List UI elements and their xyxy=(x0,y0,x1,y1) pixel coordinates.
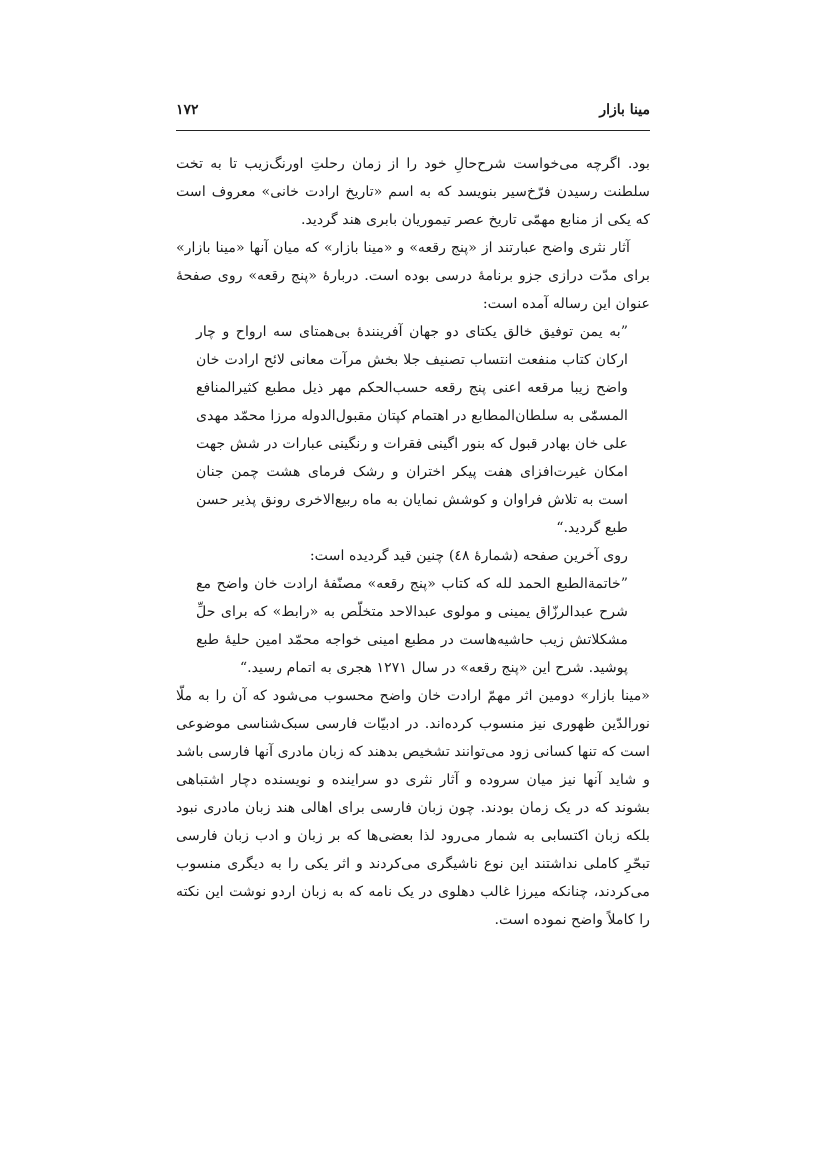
body-text xyxy=(176,150,650,934)
page-number: ۱۷۲ xyxy=(176,102,199,118)
header-rule xyxy=(176,130,650,131)
note-line: روی آخرین صفحه (شمارهٔ ٤٨) چنین قید گردیده است: xyxy=(309,548,628,564)
paragraph-2: آثار نثری واضح عبارتند از «پنج رقعه» و «مینا بازار» که میان آنها «مینا بازار» برای مدّت درازی جزو برنامهٔ درسی بوده است. دربارهٔ «پنج رقعه» روی صفحهٔ عنوان این رساله آمده است: xyxy=(176,240,650,312)
block-quote-2: ”خاتمةالطبع الحمد لله که کتاب «پنج رقعه» مصنّفهٔ ارادت خان واضح مع شرح عبدالرزّاق یمینی و مولوی عبدالاحد متخلّص به «رابط» که برای حلِّ مشکلاتش زیب حاشیه‌هاست در مطبع امینی خواجه محمّد امین حلیهٔ طبع پوشید. شرح این «پنج رقعه» در سال ۱۲۷۱ هجری به اتمام رسید.“ xyxy=(196,576,628,676)
paragraph-3: «مینا بازار» دومین اثر مهمّ ارادت خان واضح محسوب می‌شود که آن را به ملّا نورالدّین ظهوری نیز منسوب کرده‌اند. در ادبیّات فارسی سبک‌شناسی موضوعی است که تنها کسانی زود می‌توانند تشخیص بدهند که زبان مادری آنها فارسی باشد و شاید آنها نیز میان سروده و آثار نثری دو سراینده و نویسنده دچار اشتباهی بشوند که در یک زمان بودند. چون زبان فارسی برای اهالی هند زبان مادری نبود بلکه زبان اکتسابی به شمار می‌رود لذا بعضی‌ها که بر زبان و ادب زبان فارسی تبحّرِ کاملی نداشتند این نوع ناشیگری می‌کردند و اثر یکی را به دیگری منسوب می‌کردند، چنانکه میرزا غالب دهلوی در یک نامه که به زبان اردو نوشت این نکته را کاملاً واضح نموده است. xyxy=(176,688,650,928)
paragraph-1: بود. اگرچه می‌خواست شرح‌حالِ خود را از زمان رحلتِ اورنگ‌زیب تا به تخت سلطنت رسیدن فرّخ‌سیر بنویسد که به اسم «تاریخ ارادت خانی» معروف است که یکی از منابع مهمّی تاریخ عصر تیموریان بابری هند گردید. xyxy=(176,156,650,228)
page-header xyxy=(176,100,650,124)
block-quote-1: ”به یمن توفیق خالق یکتای دو جهان آفرینندهٔ بی‌همتای سه ارواح و چار ارکان کتاب منفعت انتساب تصنیف جلا بخش مرآت معانی لائح ارادت خان واضح زیبا مرقعه اعنی پنج رقعه حسب‌الحکم مهر ذیل مطبع کثیرالمنافع المسمّٰی به سلطان‌المطابع در اهتمام کپتان مقبول‌الدوله مرزا محمّد مهدی علی خان بهادر قبول که بنور اگینی فقرات و رنگینی عبارات در شش جهت امکان غیرت‌افزای هفت پیکر اختران و رشک فرمای هشت چمن جنان است به تلاش فراوان و کوشش نمایان به ماه ربیع‌الاخری رونق پذیر حسن طبع گردید.“ xyxy=(196,324,628,536)
running-title: مینا بازار xyxy=(599,102,650,118)
